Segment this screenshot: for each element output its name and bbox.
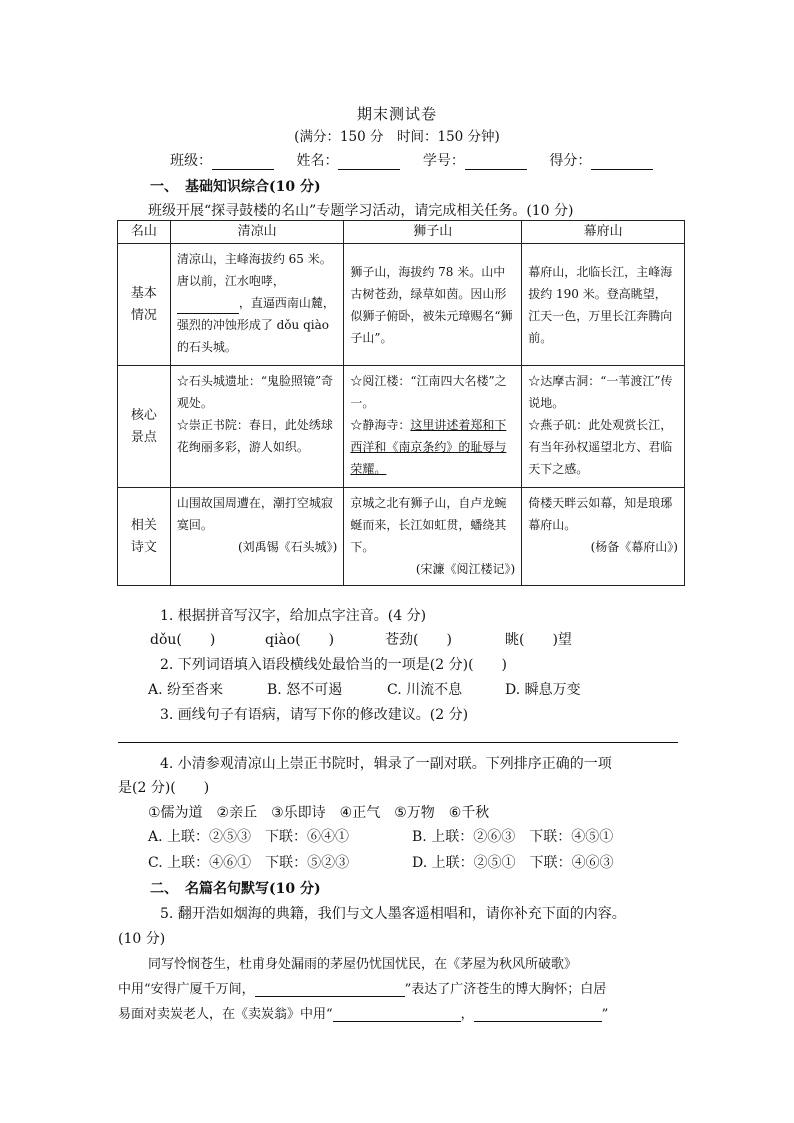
mountain-table bbox=[117, 220, 685, 586]
q4-option-b[interactable]: B. 上联：②⑥③ 下联：④⑤① bbox=[412, 829, 614, 845]
cell-basic-mufu: 幕府山，北临长江，主峰海拔约 190 米。登高眺望，江天一色，万里长江奔腾向前。 bbox=[522, 244, 685, 366]
row-head-basic: 基本 情况 bbox=[118, 244, 171, 366]
exam-title: 期末测试卷 bbox=[356, 105, 437, 123]
section1-number: 一、 bbox=[150, 179, 171, 195]
cell-spots-mufu: ☆达摩古洞：“一苇渡江”传说地。 ☆燕子矶：此处观赏长江，有当年孙权遥望北方、君临天下之感。 bbox=[522, 366, 685, 488]
q3-answer-line[interactable] bbox=[118, 742, 678, 743]
table-row bbox=[118, 366, 685, 488]
score-field[interactable] bbox=[591, 155, 653, 170]
section1-title: 基础知识综合(10 分) bbox=[185, 179, 321, 195]
cell-poem-mufu: 倚楼天畔云如幕，知是琅琊幕府山。 (杨备《幕府山》) bbox=[522, 488, 685, 586]
name-label: 姓名： bbox=[296, 153, 339, 169]
table-header-row bbox=[118, 221, 685, 244]
question-1: 1. 根据拼音写汉字，给加点字注音。(4 分) bbox=[160, 608, 427, 624]
cell-spots-shizi: ☆阅江楼：“江南四大名楼”之一。 ☆静海寺：这里讲述着郑和下西洋和《南京条约》的耻辱与荣耀。 bbox=[344, 366, 522, 488]
q1-item-dou[interactable]: dǒu( ) bbox=[150, 632, 216, 648]
q5-paragraph-line2: 中用“安得广厦千万间， ”表达了广济苍生的博大胸怀；白居 bbox=[118, 982, 607, 997]
cell-spots-qingliang: ☆石头城遗址：“鬼脸照镜”奇观处。 ☆崇正书院：春日，此处绣球花绚丽多彩，游人如织。 bbox=[170, 366, 344, 488]
name-field[interactable] bbox=[338, 155, 400, 170]
exam-subtitle: (满分：150 分 时间：150 分钟) bbox=[294, 129, 500, 145]
q2-option-d[interactable]: D. 瞬息万变 bbox=[505, 682, 581, 698]
id-label: 学号： bbox=[422, 153, 465, 169]
col-shizi: 狮子山 bbox=[344, 221, 522, 244]
question-5-cont: (10 分) bbox=[118, 931, 166, 947]
q5-paragraph-line1: 同写怜悯苍生，杜甫身处漏雨的茅屋仍忧国忧民，在《茅屋为秋风所破歌》 bbox=[148, 957, 578, 972]
cell-basic-qingliang: 清凉山，主峰海拔约 65 米。唐以前，江水咆哮，，直逼西南山麓，强烈的冲蚀形成了 dǒu qiào 的石头城。 bbox=[170, 244, 344, 366]
row-head-poems: 相关 诗文 bbox=[118, 488, 171, 586]
q4-items: ①儒为道 ②亲丘 ③乐即诗 ④正气 ⑤万物 ⑥千秋 bbox=[148, 805, 490, 821]
class-label: 班级： bbox=[170, 153, 212, 169]
question-4: 4. 小清参观清凉山上崇正书院时，辑录了一副对联。下列排序正确的一项 bbox=[160, 756, 612, 772]
table-row bbox=[118, 488, 685, 586]
question-5: 5. 翻开浩如烟海的典籍，我们与文人墨客遥相唱和，请你补充下面的内容。 bbox=[160, 906, 626, 922]
section1-intro: 班级开展“探寻鼓楼的名山”专题学习活动，请完成相关任务。(10 分) bbox=[148, 203, 574, 219]
section2-title: 名篇名句默写(10 分) bbox=[185, 881, 321, 897]
row-head-spots: 核心 景点 bbox=[118, 366, 171, 488]
cell-poem-qingliang: 山围故国周遭在，潮打空城寂寞回。 (刘禹锡《石头城》) bbox=[170, 488, 344, 586]
q4-option-a[interactable]: A. 上联：②⑤③ 下联：⑥④① bbox=[148, 829, 350, 845]
table-row bbox=[118, 244, 685, 366]
q5-blank-3[interactable] bbox=[474, 1007, 602, 1022]
q5-paragraph-line3: 易面对卖炭老人，在《卖炭翁》中用“ ， ” bbox=[118, 1007, 609, 1022]
section2-heading bbox=[150, 878, 321, 898]
q2-option-a[interactable]: A. 纷至沓来 bbox=[148, 682, 224, 698]
q1-item-tiaowang[interactable]: 眺( )望 bbox=[505, 632, 572, 648]
cell-basic-shizi: 狮子山，海拔约 78 米。山中古树苍劲，绿草如茵。因山形似狮子俯卧，被朱元璋赐名“狮子山”。 bbox=[344, 244, 522, 366]
section2-number: 二、 bbox=[150, 881, 171, 897]
q4-option-c[interactable]: C. 上联：④⑥① 下联：⑤②③ bbox=[148, 855, 350, 871]
q2-option-b[interactable]: B. 怒不可遏 bbox=[267, 682, 343, 698]
class-field[interactable] bbox=[212, 155, 274, 170]
question-2: 2. 下列词语填入语段横线处最恰当的一项是(2 分)( ) bbox=[160, 657, 508, 673]
col-mufu: 幕府山 bbox=[522, 221, 685, 244]
score-label: 得分： bbox=[549, 153, 592, 169]
q2-option-c[interactable]: C. 川流不息 bbox=[387, 682, 463, 698]
q5-blank-1[interactable] bbox=[255, 982, 405, 997]
q1-item-qiao[interactable]: qiào( ) bbox=[265, 632, 335, 648]
question-4-cont: 是(2 分)( ) bbox=[118, 780, 210, 796]
q5-blank-2[interactable] bbox=[333, 1007, 461, 1022]
col-qingliang: 清凉山 bbox=[170, 221, 344, 244]
table-corner: 名山 bbox=[118, 221, 171, 244]
q1-item-cangjin[interactable]: 苍劲( ) bbox=[385, 632, 452, 648]
underlined-sentence: 这里讲述着郑和下西洋和《南京条约》的耻辱与荣耀。 bbox=[350, 418, 507, 476]
id-field[interactable] bbox=[465, 155, 527, 170]
question-3: 3. 画线句子有语病，请写下你的修改建议。(2 分) bbox=[160, 707, 469, 723]
section1-heading bbox=[150, 176, 321, 196]
cell-poem-shizi: 京城之北有狮子山，自卢龙蜿蜒而来，长江如虹贯，蟠绕其下。 (宋濂《阅江楼记》) bbox=[344, 488, 522, 586]
q4-option-d[interactable]: D. 上联：②⑤① 下联：④⑥③ bbox=[412, 855, 614, 871]
student-info-row bbox=[170, 150, 671, 170]
fill-blank[interactable] bbox=[177, 299, 239, 314]
